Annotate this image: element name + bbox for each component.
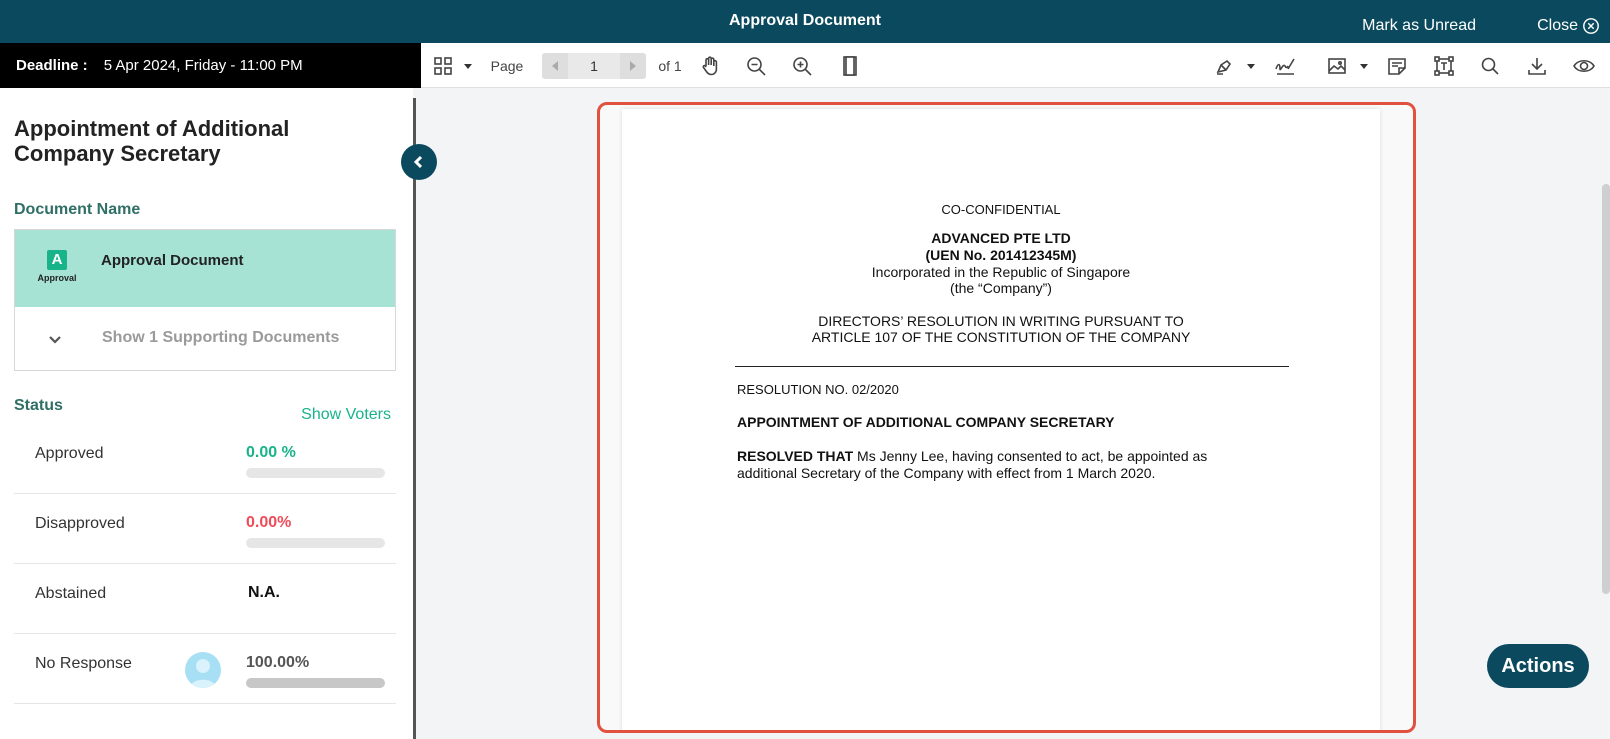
download-icon [1526, 55, 1548, 77]
status-value: 0.00 % [246, 444, 296, 461]
document-name-label: Document Name [14, 201, 141, 218]
resolved-that: RESOLVED THAT [737, 448, 854, 464]
signature-icon [1274, 55, 1296, 77]
window-title: Approval Document [728, 12, 881, 29]
resolution-body-line-1 [737, 448, 1207, 464]
deadline-bar [0, 43, 421, 88]
show-supporting-documents-button[interactable] [15, 308, 395, 370]
prev-page-button[interactable] [542, 53, 568, 79]
top-bar [0, 0, 1610, 43]
hand-icon [699, 55, 721, 77]
status-row-approved [14, 424, 396, 494]
resolution-body-line-2: additional Secretary of the Company with effect from 1 March 2020. [737, 465, 1156, 481]
page-label: Page [490, 57, 524, 74]
status-name: Abstained [35, 585, 107, 602]
caret-down-icon [1246, 61, 1256, 71]
status-value: 0.00% [246, 514, 292, 531]
arrow-right-icon [629, 61, 637, 71]
confidential-line: CO-CONFIDENTIAL [941, 202, 1061, 217]
status-row-disapproved [14, 494, 396, 564]
page-number-input[interactable]: 1 [568, 53, 620, 79]
company-uen: (UEN No. 201412345M) [925, 247, 1077, 263]
status-name: No Response [35, 655, 132, 672]
status-progress-bar [246, 538, 385, 548]
show-voters-link[interactable]: Show Voters [301, 406, 391, 423]
next-page-button[interactable] [620, 53, 646, 79]
company-alias: (the “Company”) [950, 280, 1052, 296]
caret-down-icon [463, 61, 473, 71]
arrow-left-icon [551, 61, 559, 71]
search-button[interactable] [1474, 43, 1506, 88]
sidebar-divider[interactable] [413, 98, 416, 739]
page-fit-icon [839, 55, 861, 77]
actions-button[interactable]: Actions [1487, 644, 1589, 688]
status-name: Approved [35, 445, 104, 462]
approval-icon-letter: A [47, 250, 67, 270]
image-dropdown[interactable] [1354, 43, 1374, 88]
status-progress-bar [246, 678, 385, 688]
image-icon [1326, 55, 1348, 77]
user-avatar-icon [185, 652, 221, 688]
status-progress-fill [246, 678, 385, 688]
pen-icon [1213, 55, 1235, 77]
close-label: Close [1537, 17, 1578, 34]
status-name: Disapproved [35, 515, 125, 532]
approval-icon-caption: Approval [37, 273, 77, 283]
company-name: ADVANCED PTE LTD [931, 230, 1071, 246]
chevron-left-icon [412, 155, 426, 169]
resolution-title-line-2: ARTICLE 107 OF THE CONSTITUTION OF THE COMPANY [811, 329, 1191, 345]
status-value: 100.00% [246, 654, 310, 671]
document-item[interactable] [15, 230, 395, 307]
eye-icon [1573, 55, 1595, 77]
status-progress-bar [246, 468, 385, 478]
thumbnails-dropdown[interactable] [457, 43, 479, 88]
page-total: of 1 [658, 57, 682, 74]
status-row-abstained [14, 564, 396, 634]
status-value: N.A. [248, 584, 280, 601]
divider-line [735, 366, 1289, 367]
meeting-title: Appointment of Additional Company Secretary [14, 116, 290, 166]
caret-down-icon [1359, 61, 1369, 71]
zoom-in-button[interactable] [786, 43, 818, 88]
status-row-no-response [14, 634, 396, 704]
supporting-documents-label: Show 1 Supporting Documents [102, 329, 340, 346]
document-name: Approval Document [101, 252, 244, 269]
close-button[interactable] [1537, 17, 1600, 35]
grid-icon [432, 55, 454, 77]
chevron-down-icon [47, 332, 63, 348]
document-page[interactable] [622, 109, 1380, 733]
close-circle-icon [1582, 17, 1600, 35]
zoom-in-icon [791, 55, 813, 77]
pan-tool-button[interactable] [694, 43, 726, 88]
status-label: Status [14, 397, 63, 414]
zoom-out-button[interactable] [740, 43, 772, 88]
resolution-number: RESOLUTION NO. 02/2020 [737, 382, 899, 397]
highlight-tool-button[interactable] [1208, 43, 1240, 88]
deadline-value: 5 Apr 2024, Friday - 11:00 PM [103, 57, 303, 74]
zoom-out-icon [745, 55, 767, 77]
document-frame [597, 102, 1416, 733]
text-box-icon [1433, 55, 1455, 77]
mark-as-unread-button[interactable]: Mark as Unread [1362, 17, 1476, 34]
avatar[interactable] [185, 652, 221, 688]
deadline-label: Deadline : [16, 57, 88, 74]
viewer-scrollbar[interactable] [1602, 184, 1610, 594]
fit-page-button[interactable] [834, 43, 866, 88]
view-button[interactable] [1567, 43, 1601, 88]
resolved-text-1: Ms Jenny Lee, having consented to act, be appointed as [853, 448, 1208, 464]
resolution-heading: APPOINTMENT OF ADDITIONAL COMPANY SECRETARY [737, 414, 1115, 430]
image-tool-button[interactable] [1321, 43, 1353, 88]
approval-document-icon [35, 250, 79, 290]
search-icon [1479, 55, 1501, 77]
page-navigator [542, 53, 646, 79]
resolution-title-line-1: DIRECTORS’ RESOLUTION IN WRITING PURSUANT TO [818, 313, 1184, 329]
note-icon [1386, 55, 1408, 77]
signature-tool-button[interactable] [1267, 43, 1303, 88]
pdf-toolbar [421, 43, 1610, 88]
document-list [14, 229, 396, 371]
collapse-sidebar-button[interactable] [401, 144, 437, 180]
sidebar [0, 88, 413, 739]
note-tool-button[interactable] [1381, 43, 1413, 88]
highlight-dropdown[interactable] [1241, 43, 1261, 88]
incorporation-line: Incorporated in the Republic of Singapore [871, 264, 1131, 280]
download-button[interactable] [1521, 43, 1553, 88]
text-box-tool-button[interactable] [1428, 43, 1460, 88]
thumbnails-button[interactable] [429, 43, 457, 88]
